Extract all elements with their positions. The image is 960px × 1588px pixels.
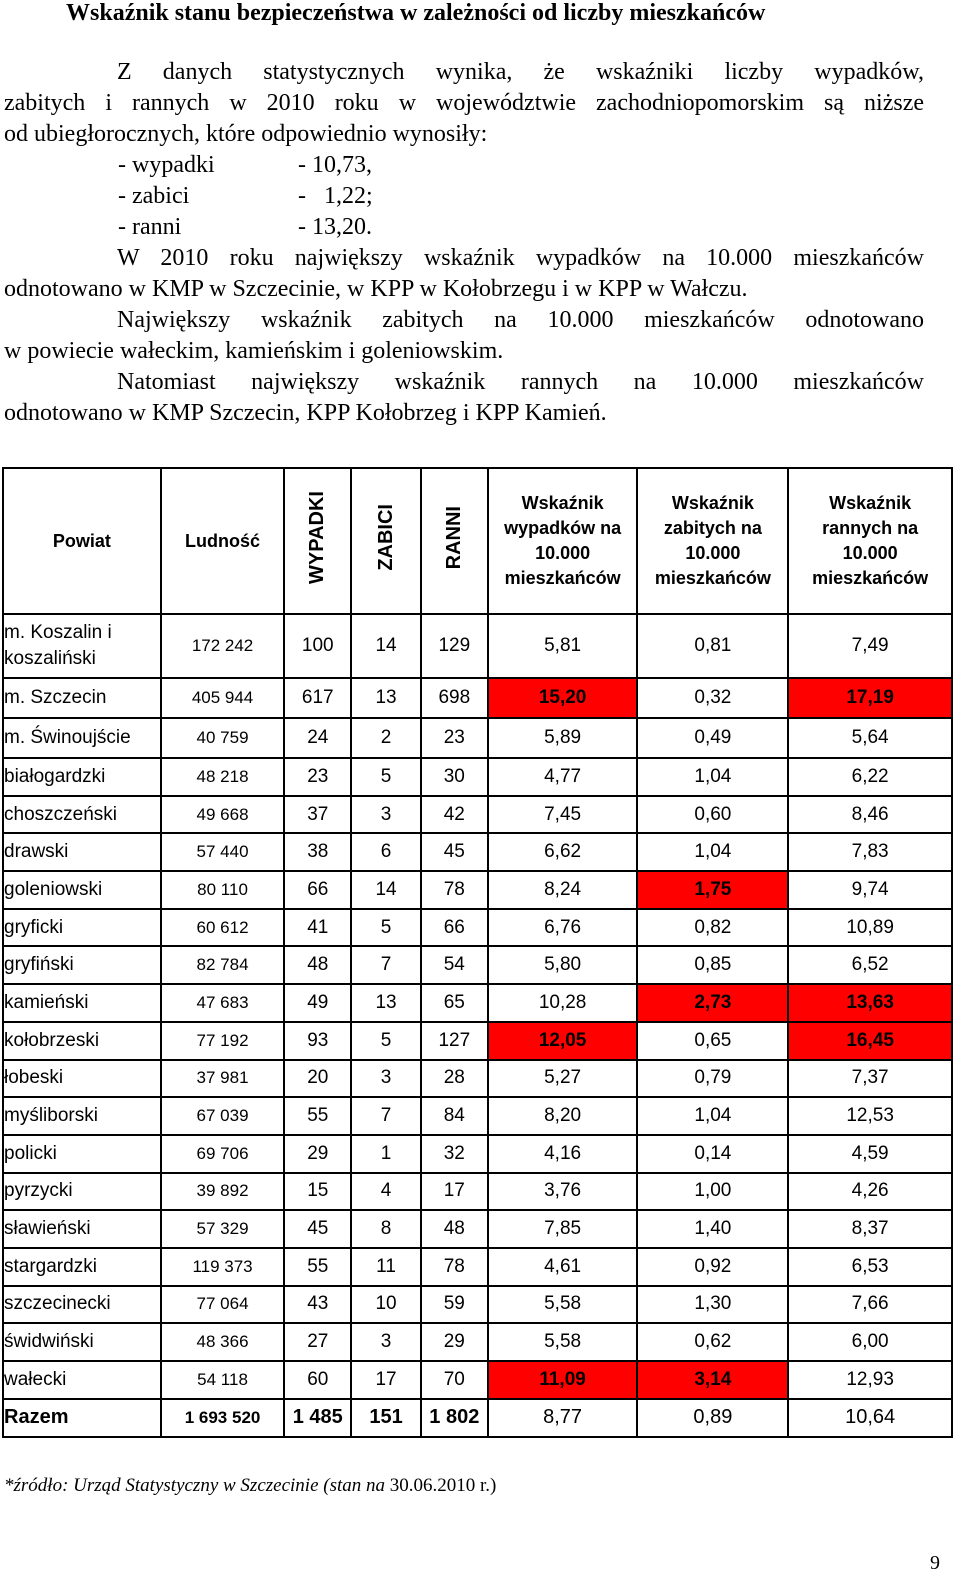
cell-wskaznik-rannych: 4,59 — [788, 1135, 952, 1173]
cell-ranni: 48 — [421, 1210, 488, 1248]
cell-zabici: 5 — [351, 909, 421, 947]
cell-wypadki: 23 — [284, 758, 351, 796]
header-line: rannych na — [822, 518, 919, 538]
header-line: Wskaźnik — [671, 493, 754, 513]
table-row — [3, 871, 952, 909]
cell-wypadki: 20 — [284, 1060, 351, 1098]
cell-powiat: myśliborski — [3, 1097, 161, 1135]
cell-wskaznik-wypadkow: 6,62 — [488, 833, 638, 871]
statistics-table — [2, 467, 953, 1438]
list-value: - 13,20. — [298, 214, 372, 240]
cell-powiat: goleniowski — [3, 871, 161, 909]
cell-wskaznik-rannych: 4,26 — [788, 1173, 952, 1211]
table-row — [3, 1248, 952, 1286]
table-row — [3, 678, 952, 718]
list-label: - zabici — [118, 183, 190, 209]
header-line: 10.000 — [685, 543, 741, 563]
cell-powiat: choszczeński — [3, 796, 161, 834]
cell-wskaznik-zabitych: 0,81 — [637, 614, 788, 678]
cell-powiat: kołobrzeski — [3, 1022, 161, 1060]
total-cell-powiat: Razem — [3, 1399, 161, 1437]
cell-wypadki: 60 — [284, 1361, 351, 1399]
paragraph-line: Największy wskaźnik zabitych na 10.000 mieszkańców odnotowano — [117, 307, 924, 333]
header-wskaznik-zabitych — [637, 468, 788, 614]
total-cell-ludnosc: 1 693 520 — [161, 1399, 285, 1437]
cell-wskaznik-zabitych: 1,04 — [637, 1097, 788, 1135]
cell-wskaznik-wypadkow: 8,24 — [488, 871, 638, 909]
cell-wskaznik-rannych: 5,64 — [788, 718, 952, 758]
cell-wskaznik-rannych: 7,66 — [788, 1286, 952, 1324]
table-row — [3, 984, 952, 1022]
table-header-row — [3, 468, 952, 614]
cell-wskaznik-rannych: 6,52 — [788, 946, 952, 984]
cell-ludnosc: 80 110 — [161, 871, 285, 909]
table-row — [3, 909, 952, 947]
table-row — [3, 718, 952, 758]
cell-ranni: 84 — [421, 1097, 488, 1135]
cell-wypadki: 49 — [284, 984, 351, 1022]
source-text: *źródło: Urząd Statystyczny w Szczecinie (stan na — [4, 1475, 390, 1496]
cell-ludnosc: 77 064 — [161, 1286, 285, 1324]
cell-wskaznik-rannych: 6,22 — [788, 758, 952, 796]
cell-ludnosc: 57 440 — [161, 833, 285, 871]
cell-wskaznik-zabitych: 0,62 — [637, 1323, 788, 1361]
intro-line: od ubiegłorocznych, które odpowiednio wynosiły: — [4, 121, 488, 147]
header-line: zabitych na — [663, 518, 762, 538]
cell-wypadki: 37 — [284, 796, 351, 834]
cell-ranni: 65 — [421, 984, 488, 1022]
cell-wypadki: 55 — [284, 1248, 351, 1286]
table-row — [3, 1286, 952, 1324]
cell-zabici: 13 — [351, 678, 421, 718]
cell-wypadki: 43 — [284, 1286, 351, 1324]
header-ranni-label: RANNI — [442, 505, 465, 570]
table-row — [3, 833, 952, 871]
cell-zabici: 5 — [351, 1022, 421, 1060]
cell-ludnosc: 48 366 — [161, 1323, 285, 1361]
cell-ludnosc: 67 039 — [161, 1097, 285, 1135]
total-cell-wskaznik-rannych: 10,64 — [788, 1399, 952, 1437]
cell-wypadki: 55 — [284, 1097, 351, 1135]
cell-wskaznik-wypadkow: 5,80 — [488, 946, 638, 984]
table-row — [3, 1135, 952, 1173]
cell-ludnosc: 77 192 — [161, 1022, 285, 1060]
cell-wypadki: 38 — [284, 833, 351, 871]
cell-powiat: wałecki — [3, 1361, 161, 1399]
cell-ludnosc: 60 612 — [161, 909, 285, 947]
cell-zabici: 3 — [351, 1323, 421, 1361]
header-line: mieszkańców — [654, 568, 771, 588]
cell-ludnosc: 47 683 — [161, 984, 285, 1022]
cell-zabici: 8 — [351, 1210, 421, 1248]
cell-powiat: gryfiński — [3, 946, 161, 984]
cell-powiat: kamieński — [3, 984, 161, 1022]
header-line: mieszkańców — [812, 568, 929, 588]
cell-ranni: 78 — [421, 871, 488, 909]
cell-wypadki: 48 — [284, 946, 351, 984]
cell-zabici: 1 — [351, 1135, 421, 1173]
cell-wskaznik-zabitych: 0,85 — [637, 946, 788, 984]
cell-ranni: 28 — [421, 1060, 488, 1098]
cell-ranni: 129 — [421, 614, 488, 678]
cell-zabici: 13 — [351, 984, 421, 1022]
table-row — [3, 1323, 952, 1361]
cell-ranni: 17 — [421, 1173, 488, 1211]
header-line: mieszkańców — [504, 568, 621, 588]
cell-ranni: 45 — [421, 833, 488, 871]
cell-wskaznik-zabitych: 0,92 — [637, 1248, 788, 1286]
cell-powiat: drawski — [3, 833, 161, 871]
cell-ludnosc: 48 218 — [161, 758, 285, 796]
cell-powiat: łobeski — [3, 1060, 161, 1098]
paragraph-line: Natomiast największy wskaźnik rannych na 10.000 mieszkańców — [117, 369, 924, 395]
cell-wskaznik-wypadkow: 4,16 — [488, 1135, 638, 1173]
cell-powiat: policki — [3, 1135, 161, 1173]
cell-wskaznik-rannych: 10,89 — [788, 909, 952, 947]
list-item — [4, 212, 924, 243]
cell-ludnosc: 40 759 — [161, 718, 285, 758]
cell-wskaznik-rannych: 6,00 — [788, 1323, 952, 1361]
cell-ranni: 32 — [421, 1135, 488, 1173]
cell-wskaznik-wypadkow: 5,27 — [488, 1060, 638, 1098]
cell-powiat: świdwiński — [3, 1323, 161, 1361]
cell-ranni: 30 — [421, 758, 488, 796]
cell-wskaznik-rannych: 7,49 — [788, 614, 952, 678]
total-cell-zabici: 151 — [351, 1399, 421, 1437]
header-ranni — [421, 468, 488, 614]
cell-powiat: m. Świnoujście — [3, 718, 161, 758]
header-zabici — [351, 468, 421, 614]
cell-powiat: szczecinecki — [3, 1286, 161, 1324]
cell-ludnosc: 119 373 — [161, 1248, 285, 1286]
total-cell-wypadki: 1 485 — [284, 1399, 351, 1437]
cell-wskaznik-wypadkow: 4,61 — [488, 1248, 638, 1286]
header-ludnosc: Ludność — [161, 468, 285, 614]
cell-wskaznik-wypadkow: 7,45 — [488, 796, 638, 834]
cell-wskaznik-wypadkow: 5,89 — [488, 718, 638, 758]
list-value: - 1,22; — [298, 183, 373, 209]
cell-wskaznik-rannych: 12,53 — [788, 1097, 952, 1135]
cell-ludnosc: 82 784 — [161, 946, 285, 984]
cell-zabici: 14 — [351, 871, 421, 909]
table-row — [3, 1210, 952, 1248]
cell-ranni: 70 — [421, 1361, 488, 1399]
intro-line: Z danych statystycznych wynika, że wskaźniki liczby wypadków, — [117, 59, 924, 85]
cell-wskaznik-wypadkow: 12,05 — [488, 1022, 638, 1060]
paragraph-line: odnotowano w KMP Szczecin, KPP Kołobrzeg i KPP Kamień. — [4, 400, 607, 426]
cell-zabici: 10 — [351, 1286, 421, 1324]
cell-wskaznik-zabitych: 0,65 — [637, 1022, 788, 1060]
cell-wskaznik-wypadkow: 11,09 — [488, 1361, 638, 1399]
header-zabici-label: ZABICI — [374, 504, 397, 571]
header-wskaznik-wypadkow — [488, 468, 638, 614]
cell-wskaznik-wypadkow: 5,58 — [488, 1286, 638, 1324]
cell-zabici: 7 — [351, 946, 421, 984]
cell-zabici: 17 — [351, 1361, 421, 1399]
total-cell-ranni: 1 802 — [421, 1399, 488, 1437]
cell-wskaznik-rannych: 16,45 — [788, 1022, 952, 1060]
cell-wskaznik-zabitych: 0,49 — [637, 718, 788, 758]
cell-zabici: 6 — [351, 833, 421, 871]
cell-ranni: 23 — [421, 718, 488, 758]
table-row — [3, 946, 952, 984]
list-item — [4, 181, 924, 212]
cell-wypadki: 41 — [284, 909, 351, 947]
paragraph-line: w powiecie wałeckim, kamieńskim i goleniowskim. — [4, 338, 504, 364]
cell-zabici: 4 — [351, 1173, 421, 1211]
list-value: - 10,73, — [298, 152, 372, 178]
cell-wskaznik-wypadkow: 15,20 — [488, 678, 638, 718]
cell-wskaznik-zabitych: 0,32 — [637, 678, 788, 718]
cell-wskaznik-zabitych: 0,79 — [637, 1060, 788, 1098]
cell-wskaznik-zabitych: 1,75 — [637, 871, 788, 909]
cell-wskaznik-zabitych: 1,04 — [637, 833, 788, 871]
cell-wskaznik-rannych: 17,19 — [788, 678, 952, 718]
cell-wskaznik-rannych: 12,93 — [788, 1361, 952, 1399]
cell-wskaznik-wypadkow: 5,81 — [488, 614, 638, 678]
cell-wypadki: 45 — [284, 1210, 351, 1248]
source-date: 30.06.2010 r.) — [389, 1475, 497, 1496]
cell-wskaznik-zabitych: 1,04 — [637, 758, 788, 796]
cell-powiat: gryficki — [3, 909, 161, 947]
header-wypadki-label: WYPADKI — [306, 491, 329, 584]
cell-ludnosc: 49 668 — [161, 796, 285, 834]
cell-zabici: 7 — [351, 1097, 421, 1135]
cell-wskaznik-rannych: 13,63 — [788, 984, 952, 1022]
cell-wskaznik-wypadkow: 10,28 — [488, 984, 638, 1022]
header-line: wypadków na — [504, 518, 622, 538]
paragraph-line: W 2010 roku największy wskaźnik wypadków na 10.000 mieszkańców — [117, 245, 924, 271]
cell-wskaznik-zabitych: 3,14 — [637, 1361, 788, 1399]
list-label: - ranni — [118, 214, 182, 240]
intro-line: zabitych i rannych w 2010 roku w województwie zachodniopomorskim są niższe — [4, 90, 924, 116]
cell-powiat: m. Koszalin i koszaliński — [3, 614, 161, 678]
cell-powiat: stargardzki — [3, 1248, 161, 1286]
cell-ranni: 59 — [421, 1286, 488, 1324]
cell-ranni: 66 — [421, 909, 488, 947]
intro-paragraph — [4, 57, 924, 429]
cell-wskaznik-wypadkow: 8,20 — [488, 1097, 638, 1135]
cell-ludnosc: 172 242 — [161, 614, 285, 678]
cell-wypadki: 93 — [284, 1022, 351, 1060]
cell-zabici: 14 — [351, 614, 421, 678]
total-cell-wskaznik-wypadkow: 8,77 — [488, 1399, 638, 1437]
page-title: Wskaźnik stanu bezpieczeństwa w zależności od liczby mieszkańców — [66, 0, 766, 26]
cell-zabici: 11 — [351, 1248, 421, 1286]
cell-wypadki: 29 — [284, 1135, 351, 1173]
cell-wypadki: 27 — [284, 1323, 351, 1361]
table-row — [3, 1022, 952, 1060]
cell-ranni: 698 — [421, 678, 488, 718]
cell-wskaznik-rannych: 6,53 — [788, 1248, 952, 1286]
cell-ludnosc: 57 329 — [161, 1210, 285, 1248]
cell-ranni: 78 — [421, 1248, 488, 1286]
header-powiat: Powiat — [3, 468, 161, 614]
table-total-row — [3, 1399, 952, 1437]
cell-powiat: pyrzycki — [3, 1173, 161, 1211]
cell-wskaznik-wypadkow: 4,77 — [488, 758, 638, 796]
cell-wypadki: 15 — [284, 1173, 351, 1211]
cell-wskaznik-zabitych: 2,73 — [637, 984, 788, 1022]
cell-powiat: m. Szczecin — [3, 678, 161, 718]
cell-wskaznik-zabitych: 1,30 — [637, 1286, 788, 1324]
cell-wskaznik-wypadkow: 5,58 — [488, 1323, 638, 1361]
cell-ranni: 54 — [421, 946, 488, 984]
table-row — [3, 796, 952, 834]
cell-ranni: 29 — [421, 1323, 488, 1361]
table-row — [3, 1173, 952, 1211]
cell-wypadki: 100 — [284, 614, 351, 678]
header-line: 10.000 — [842, 543, 898, 563]
page-number: 9 — [930, 1552, 940, 1574]
list-label: - wypadki — [118, 152, 215, 178]
cell-wskaznik-wypadkow: 3,76 — [488, 1173, 638, 1211]
paragraph-line: odnotowano w KMP w Szczecinie, w KPP w Kołobrzegu i w KPP w Wałczu. — [4, 276, 748, 302]
cell-wypadki: 24 — [284, 718, 351, 758]
cell-wskaznik-zabitych: 0,82 — [637, 909, 788, 947]
cell-ludnosc: 39 892 — [161, 1173, 285, 1211]
cell-wskaznik-wypadkow: 7,85 — [488, 1210, 638, 1248]
cell-zabici: 5 — [351, 758, 421, 796]
cell-wypadki: 617 — [284, 678, 351, 718]
total-cell-wskaznik-zabitych: 0,89 — [637, 1399, 788, 1437]
header-line: Wskaźnik — [521, 493, 604, 513]
cell-zabici: 3 — [351, 796, 421, 834]
cell-ludnosc: 69 706 — [161, 1135, 285, 1173]
cell-ludnosc: 405 944 — [161, 678, 285, 718]
table-row — [3, 614, 952, 678]
cell-zabici: 3 — [351, 1060, 421, 1098]
table-row — [3, 1097, 952, 1135]
cell-powiat: białogardzki — [3, 758, 161, 796]
cell-ranni: 127 — [421, 1022, 488, 1060]
cell-wskaznik-rannych: 9,74 — [788, 871, 952, 909]
cell-powiat: sławieński — [3, 1210, 161, 1248]
cell-ludnosc: 54 118 — [161, 1361, 285, 1399]
source-footnote — [4, 1475, 496, 1497]
cell-wskaznik-rannych: 7,83 — [788, 833, 952, 871]
cell-wskaznik-rannych: 8,46 — [788, 796, 952, 834]
cell-zabici: 2 — [351, 718, 421, 758]
cell-wskaznik-zabitych: 1,40 — [637, 1210, 788, 1248]
cell-wskaznik-rannych: 8,37 — [788, 1210, 952, 1248]
cell-wskaznik-zabitych: 0,60 — [637, 796, 788, 834]
cell-wskaznik-rannych: 7,37 — [788, 1060, 952, 1098]
cell-wskaznik-zabitych: 0,14 — [637, 1135, 788, 1173]
table-row — [3, 758, 952, 796]
cell-wskaznik-wypadkow: 6,76 — [488, 909, 638, 947]
header-wskaznik-rannych — [788, 468, 952, 614]
cell-ludnosc: 37 981 — [161, 1060, 285, 1098]
list-item — [4, 150, 924, 181]
cell-ranni: 42 — [421, 796, 488, 834]
cell-wypadki: 66 — [284, 871, 351, 909]
header-line: 10.000 — [535, 543, 591, 563]
header-wypadki — [284, 468, 351, 614]
table-row — [3, 1361, 952, 1399]
header-line: Wskaźnik — [829, 493, 912, 513]
cell-wskaznik-zabitych: 1,00 — [637, 1173, 788, 1211]
table-row — [3, 1060, 952, 1098]
